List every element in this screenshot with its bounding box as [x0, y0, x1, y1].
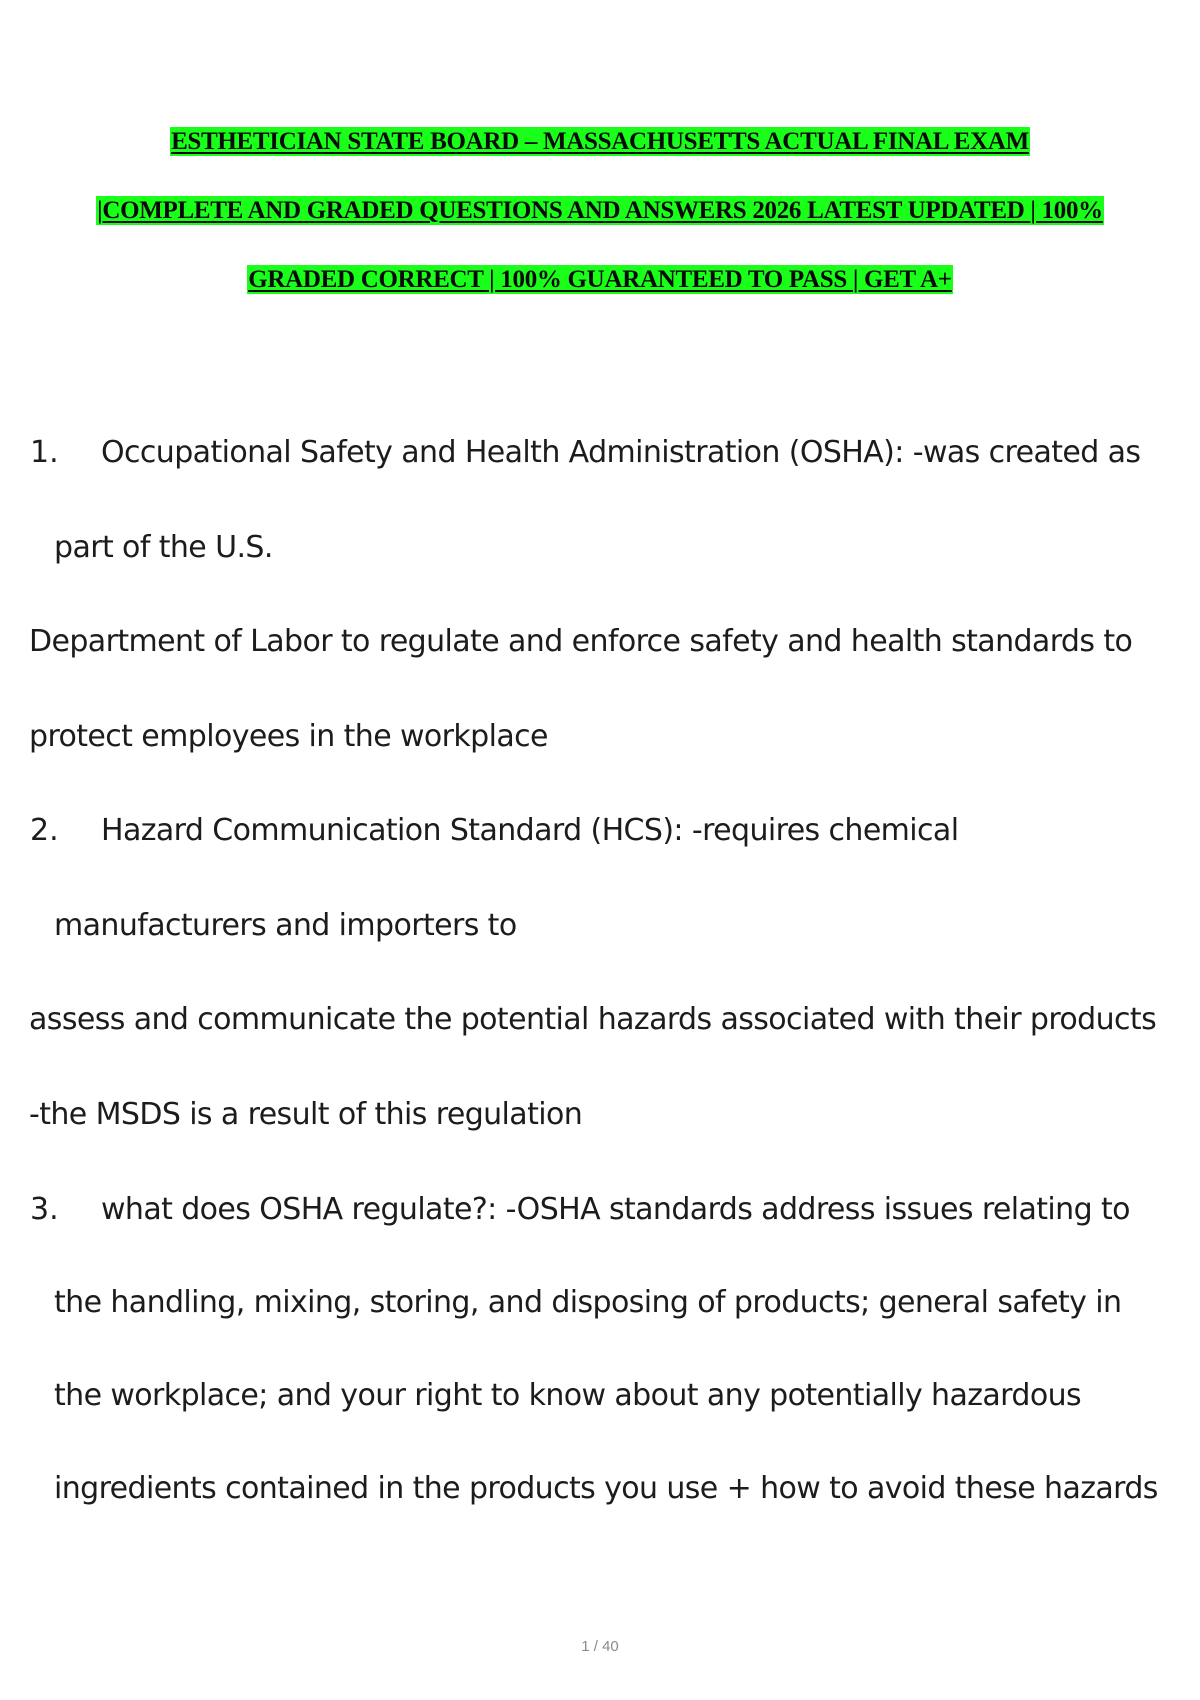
item-1-line-4: protect employees in the workplace — [29, 719, 548, 754]
item-3-number: 3. — [30, 1192, 59, 1227]
document-title-line-1: ESTHETICIAN STATE BOARD – MASSACHUSETTS ACTUAL FINAL EXAM — [171, 128, 1029, 155]
item-3-line-4: ingredients contained in the products you use + how to avoid these hazards — [54, 1471, 1158, 1506]
item-2-line-2: manufacturers and importers to — [54, 908, 517, 943]
document-title-line-2: |COMPLETE AND GRADED QUESTIONS AND ANSWERS 2026 LATEST UPDATED | 100% — [97, 197, 1103, 224]
item-2-line-1: Hazard Communication Standard (HCS): -requires chemical — [101, 813, 959, 848]
page-indicator: 1 / 40 — [581, 1638, 619, 1655]
item-2-number: 2. — [30, 813, 59, 848]
item-3-line-3: the workplace; and your right to know about any potentially hazardous — [54, 1378, 1082, 1413]
item-1-line-3: Department of Labor to regulate and enforce safety and health standards to — [29, 624, 1133, 659]
item-3-line-2: the handling, mixing, storing, and disposing of products; general safety in — [54, 1285, 1122, 1320]
item-2-line-3: assess and communicate the potential hazards associated with their products — [29, 1002, 1157, 1037]
item-3-line-1: what does OSHA regulate?: -OSHA standards address issues relating to — [101, 1192, 1130, 1227]
document-title-line-3: GRADED CORRECT | 100% GUARANTEED TO PASS | GET A+ — [248, 266, 952, 293]
item-1-line-2: part of the U.S. — [54, 530, 273, 565]
item-2-line-4: -the MSDS is a result of this regulation — [29, 1097, 583, 1132]
item-1-number: 1. — [30, 435, 59, 470]
item-1-line-1: Occupational Safety and Health Administration (OSHA): -was created as — [101, 435, 1141, 470]
